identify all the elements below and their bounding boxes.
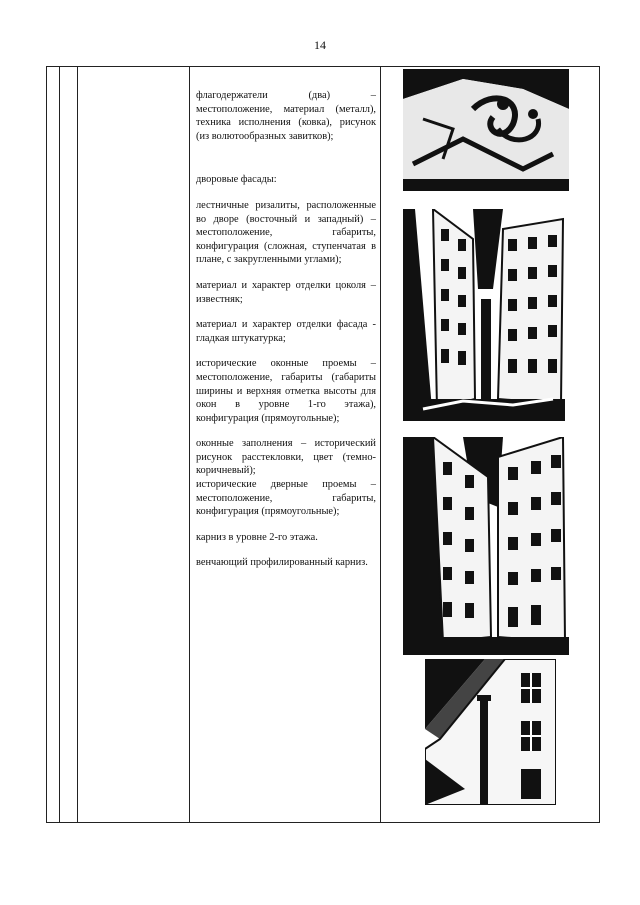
col-divider-4 bbox=[380, 67, 381, 822]
col-divider-1 bbox=[59, 67, 60, 822]
paragraph-cornice-2nd-floor: карниз в уровне 2-го этажа. bbox=[196, 531, 318, 543]
description-column bbox=[196, 83, 376, 570]
col-divider-3 bbox=[189, 67, 190, 822]
paragraph-window-fillings: оконные заполнения – исторический рисунок расстекловки, цвет (темно-коричневый); bbox=[196, 438, 376, 477]
paragraph-risalits: лестничные ризалиты, расположенные во дворе (восточный и западный) – местоположение, габариты, конфигурация (сложная, ступенчатая в плане, с закругленными углами); bbox=[196, 199, 376, 266]
page-number: 14 bbox=[314, 38, 326, 52]
cornice-photo bbox=[425, 659, 556, 805]
paragraph-crowning-cornice: венчающий профилированный карниз. bbox=[196, 557, 368, 569]
paragraph-facade-finish: материал и характер отделки фасада - гладкая штукатурка; bbox=[196, 319, 376, 344]
courtyard-facade-photo-1 bbox=[403, 209, 565, 421]
flag-holder-photo bbox=[403, 69, 569, 191]
courtyard-facade-photo-2 bbox=[403, 437, 569, 655]
paragraph-courtyard-facades: дворовые фасады: bbox=[196, 174, 277, 186]
paragraph-plinth: материал и характер отделки цоколя – известняк; bbox=[196, 279, 376, 305]
paragraph-door-openings: исторические дверные проемы – местоположение, габариты, конфигурация (прямоугольные); bbox=[196, 479, 376, 518]
table bbox=[46, 66, 600, 823]
paragraph-flagholders: флагодержатели (два) – местоположение, материал (металл), техника исполнения (ковка), рисунок (из волютообразных завитков); bbox=[196, 90, 376, 142]
col-divider-2 bbox=[77, 67, 78, 822]
paragraph-window-openings: исторические оконные проемы – местоположение, габариты (габариты ширины и верхняя отметка высоты для окон в уровне 1-го этажа), конфигурация (прямоугольные); bbox=[196, 358, 376, 424]
